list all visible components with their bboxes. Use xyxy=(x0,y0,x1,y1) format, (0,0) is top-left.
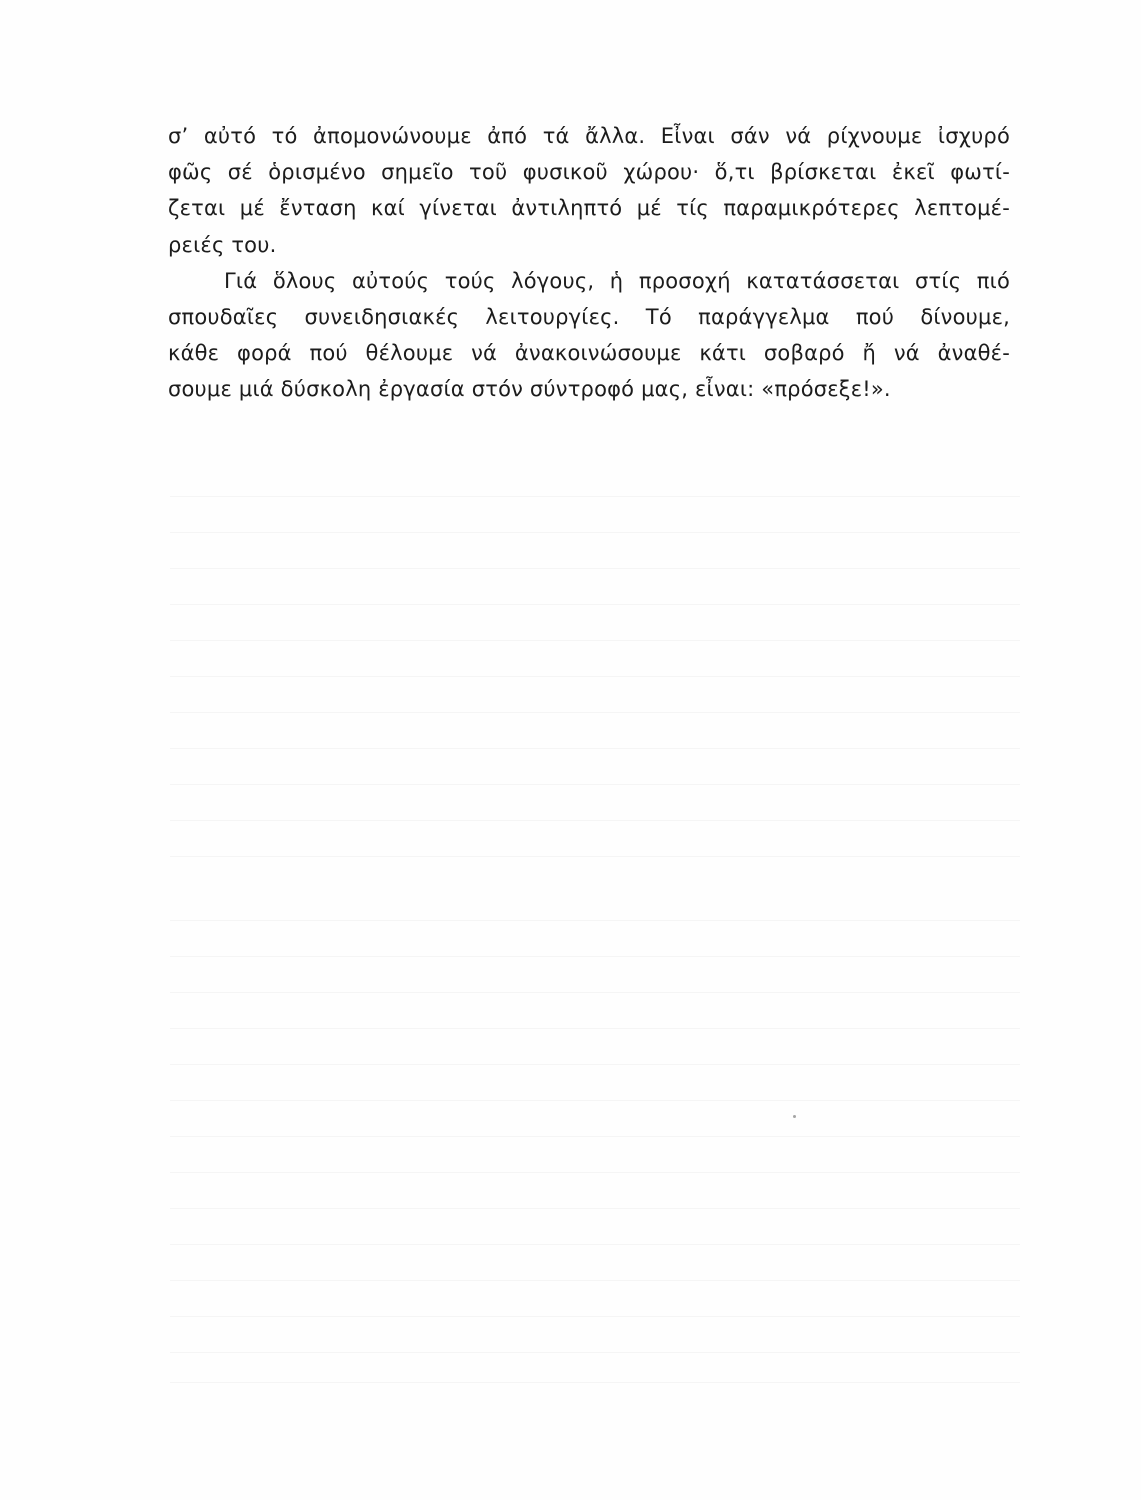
text-line: σ’ αὐτό τό ἀπομονώνουμε ἀπό τά ἄλλα. Εἶναι σάν νά ρίχνουμε ἰσχυρό xyxy=(168,124,1010,148)
paragraph-1 xyxy=(168,118,1010,263)
text-line: σπουδαῖες συνειδησιακές λειτουργίες. Τό παράγγελμα πού δίνουμε, xyxy=(168,304,1010,329)
paragraph-2 xyxy=(168,263,1010,408)
text-line: ζεται μέ ἔνταση καί γίνεται ἀντιληπτό μέ τίς παραμικρότερες λεπτομέ- xyxy=(168,196,1010,221)
body-text xyxy=(168,118,1010,408)
text-line: σουμε μιά δύσκολη ἐργασία στόν σύντροφό μας, εἶναι: «πρόσεξε!». xyxy=(168,377,891,402)
text-line: φῶς σέ ὁρισμένο σημεῖο τοῦ φυσικοῦ χώρου· ὅ,τι βρίσκεται ἐκεῖ φωτί- xyxy=(168,160,1010,185)
dust-speck xyxy=(793,1115,796,1118)
text-line: κάθε φορά πού θέλουμε νά ἀνακοινώσουμε κάτι σοβαρό ἤ νά ἀναθέ- xyxy=(168,341,1010,366)
text-line: ρειές του. xyxy=(168,232,277,257)
text-line: Γιά ὅλους αὐτούς τούς λόγους, ἡ προσοχή κατατάσσεται στίς πιό xyxy=(224,268,1010,293)
